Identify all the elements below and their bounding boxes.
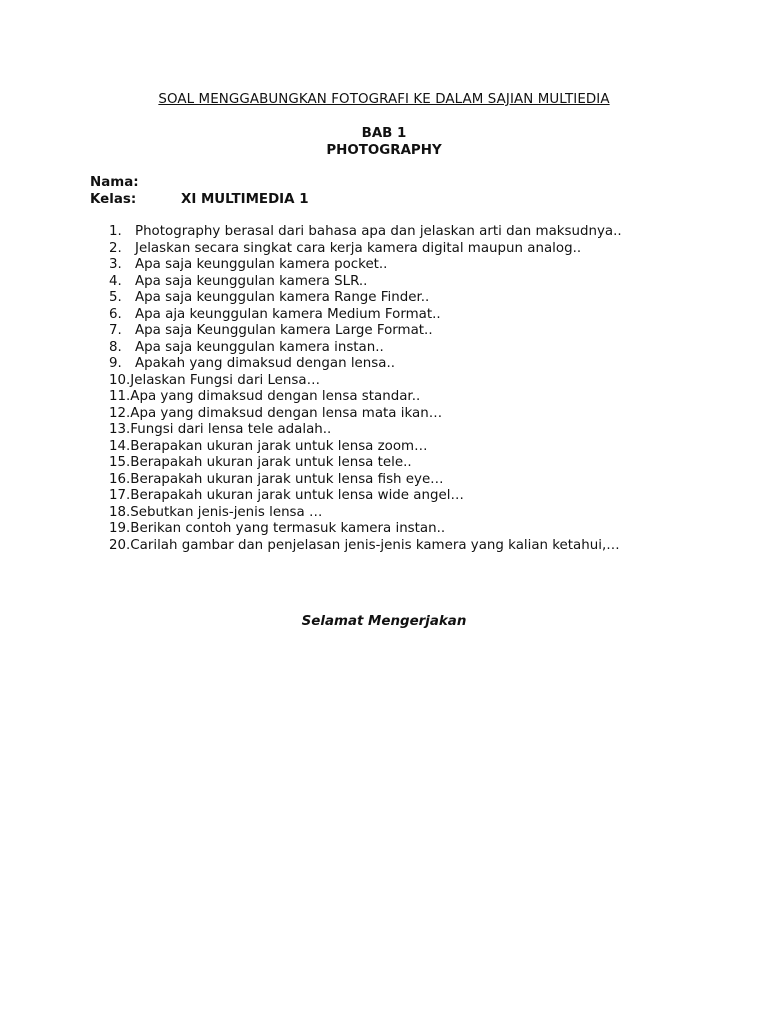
question-item — [109, 340, 622, 357]
question-item — [109, 439, 622, 456]
question-item — [109, 406, 622, 423]
question-item — [109, 422, 622, 439]
question-item — [109, 274, 622, 291]
question-item — [109, 356, 622, 373]
question-number: 15. — [109, 455, 131, 470]
chapter-subject: PHOTOGRAPHY — [326, 143, 442, 158]
question-number: 12. — [109, 405, 131, 421]
question-text: Sebutkan jenis-jenis lensa … — [130, 504, 323, 520]
question-item — [109, 472, 622, 489]
class-value: XI MULTIMEDIA 1 — [181, 192, 309, 207]
question-text: Photography berasal dari bahasa apa dan jelaskan arti dan maksudnya.. — [135, 224, 622, 239]
question-text: Jelaskan Fungsi dari Lensa… — [130, 372, 320, 388]
question-text: Carilah gambar dan penjelasan jenis-jenis kamera yang kalian ketahui,… — [130, 537, 620, 553]
question-text: Berapakan ukuran jarak untuk lensa zoom… — [130, 438, 428, 454]
question-item — [109, 224, 622, 241]
question-text: Apa aja keunggulan kamera Medium Format.. — [135, 306, 441, 322]
question-item — [109, 373, 622, 390]
question-number: 20. — [109, 537, 131, 553]
question-number: 6. — [109, 306, 122, 322]
question-number: 18. — [109, 504, 131, 520]
question-number: 5. — [109, 290, 122, 305]
question-number: 2. — [109, 240, 122, 256]
question-text: Apakah yang dimaksud dengan lensa.. — [135, 356, 395, 371]
question-text: Fungsi dari lensa tele adalah.. — [130, 422, 332, 437]
question-text: Apa saja keunggulan kamera pocket.. — [135, 257, 388, 272]
question-item — [109, 257, 622, 274]
document-title: SOAL MENGGABUNGKAN FOTOGRAFI KE DALAM SAJIAN MULTIEDIA — [158, 92, 610, 107]
question-text: Apa saja keunggulan kamera Range Finder.. — [135, 290, 430, 305]
question-number: 14. — [109, 438, 131, 454]
question-number: 4. — [109, 273, 122, 289]
student-identity — [90, 174, 309, 208]
chapter-heading — [0, 125, 768, 159]
question-item — [109, 241, 622, 258]
question-number: 13. — [109, 422, 131, 437]
question-number: 3. — [109, 257, 122, 272]
question-number: 16. — [109, 471, 131, 487]
class-label: Kelas: — [90, 192, 137, 207]
question-item — [109, 521, 622, 538]
question-item — [109, 323, 622, 340]
question-item — [109, 505, 622, 522]
question-item — [109, 488, 622, 505]
question-list — [109, 224, 622, 554]
question-item — [109, 455, 622, 472]
chapter-number: BAB 1 — [361, 126, 407, 141]
question-text: Berapakah ukuran jarak untuk lensa wide angel… — [130, 488, 464, 503]
question-item — [109, 538, 622, 555]
question-item — [109, 307, 622, 324]
question-text: Apa yang dimaksud dengan lensa standar.. — [130, 389, 421, 404]
name-label: Nama: — [90, 175, 139, 190]
question-item — [109, 290, 622, 307]
question-number: 7. — [109, 323, 122, 338]
question-number: 19. — [109, 521, 131, 536]
question-text: Berapakah ukuran jarak untuk lensa tele.. — [130, 455, 412, 470]
question-number: 1. — [109, 224, 122, 239]
question-number: 17. — [109, 488, 131, 503]
question-number: 11. — [109, 389, 131, 404]
question-number: 10. — [109, 372, 131, 388]
question-number: 8. — [109, 339, 122, 355]
question-text: Apa saja Keunggulan kamera Large Format.. — [135, 323, 433, 338]
question-text: Berapakah ukuran jarak untuk lensa fish eye… — [130, 471, 444, 487]
question-item — [109, 389, 622, 406]
question-text: Apa yang dimaksud dengan lensa mata ikan… — [130, 405, 443, 421]
question-number: 9. — [109, 356, 122, 371]
name-row — [90, 174, 309, 191]
question-text: Apa saja keunggulan kamera instan.. — [135, 339, 384, 355]
closing-message: Selamat Mengerjakan — [301, 614, 467, 629]
class-row — [90, 191, 309, 208]
question-text: Berikan contoh yang termasuk kamera instan.. — [130, 521, 446, 536]
question-text: Jelaskan secara singkat cara kerja kamera digital maupun analog.. — [135, 240, 582, 256]
question-text: Apa saja keunggulan kamera SLR.. — [135, 273, 368, 289]
